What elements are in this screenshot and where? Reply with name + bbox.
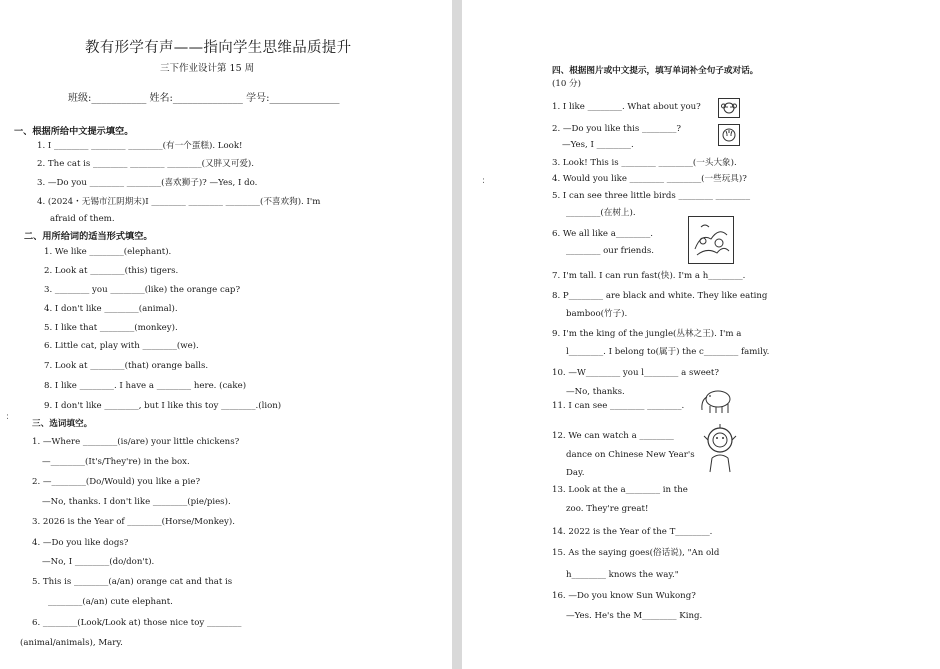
s1-q3: 3. —Do you ________ ________(喜欢狮子)? —Yes, I do. bbox=[37, 178, 258, 188]
s4-q8-cont: bamboo(竹子). bbox=[566, 309, 628, 319]
s4-q6: 6. We all like a________. bbox=[552, 229, 653, 239]
lion-dance-picture-icon bbox=[702, 424, 738, 474]
s1-q4-cont: afraid of them. bbox=[50, 214, 115, 224]
s3-q1: 1. —Where ________(is/are) your little chickens? bbox=[32, 437, 240, 447]
s4-q10: 10. —W________ you l________ a sweet? bbox=[552, 368, 719, 378]
monkey-picture-icon bbox=[718, 98, 740, 118]
animals-picture-icon bbox=[688, 216, 734, 264]
s4-q12-cont: dance on Chinese New Year's bbox=[566, 450, 695, 460]
scan-mark-center: : bbox=[482, 176, 486, 186]
section-4-heading: 四、根据图片或中文提示，填写单词补全句子或对话。 bbox=[552, 66, 759, 76]
s3-q4: 4. —Do you like dogs? bbox=[32, 538, 129, 548]
tiger-picture-icon bbox=[718, 124, 740, 146]
s3-q5-cont: ________(a/an) cute elephant. bbox=[48, 597, 173, 607]
section-4-points: (10 分) bbox=[552, 79, 581, 89]
right-worksheet-page bbox=[462, 0, 940, 669]
s4-q13-cont: zoo. They're great! bbox=[566, 504, 649, 514]
s4-q5-cont: ________(在树上). bbox=[566, 208, 636, 218]
section-1-heading: 一、根据所给中文提示填空。 bbox=[14, 126, 134, 137]
s4-q4: 4. Would you like ________ ________(一些玩具)? bbox=[552, 174, 747, 184]
s4-q5: 5. I can see three little birds ________ ________ bbox=[552, 191, 751, 201]
section-2-heading: 二、用所给词的适当形式填空。 bbox=[24, 231, 153, 242]
s4-q16: 16. —Do you know Sun Wukong? bbox=[552, 591, 696, 601]
s4-q2: 2. —Do you like this ________? bbox=[552, 124, 681, 134]
s2-q1: 1. We like ________(elephant). bbox=[44, 247, 172, 257]
s4-q15: 15. As the saying goes(俗话说), "An old bbox=[552, 548, 720, 558]
s4-q9-cont: l________. I belong to(属于) the c________ family. bbox=[566, 347, 770, 357]
s4-q3: 3. Look! This is ________ ________(一头大象). bbox=[552, 158, 737, 168]
s4-q13: 13. Look at the a________ in the bbox=[552, 485, 688, 495]
scan-mark: : bbox=[6, 412, 10, 422]
s3-q2-answer: —No, thanks. I don't like ________(pie/pies). bbox=[42, 497, 231, 507]
s4-q12: 12. We can watch a ________ bbox=[552, 431, 674, 441]
elephant-picture-icon bbox=[698, 386, 736, 414]
s4-q9: 9. I'm the king of the jungle(丛林之王). I'm a bbox=[552, 329, 742, 339]
s1-q2: 2. The cat is ________ ________ ________(又胖又可爱). bbox=[37, 159, 255, 169]
s3-q5: 5. This is ________(a/an) orange cat and that is bbox=[32, 577, 233, 587]
s3-q1-answer: —________(It's/They're) in the box. bbox=[42, 457, 190, 467]
s2-q5: 5. I like that ________(monkey). bbox=[44, 323, 178, 333]
s1-q1: 1. I ________ ________ ________(有一个蛋糕). Look! bbox=[37, 141, 243, 151]
left-worksheet-page bbox=[0, 0, 452, 669]
s4-q15-cont: h________ knows the way." bbox=[566, 570, 679, 580]
s4-q1: 1. I like ________. What about you? bbox=[552, 102, 701, 112]
s2-q9: 9. I don't like ________, but I like this toy ________.(lion) bbox=[44, 401, 282, 411]
s2-q8: 8. I like ________. I have a ________ here. (cake) bbox=[44, 381, 247, 391]
s4-q2-answer: —Yes, I ________. bbox=[562, 140, 634, 150]
s4-q6-cont: ________ our friends. bbox=[566, 246, 654, 256]
s4-q7: 7. I'm tall. I can run fast(快). I'm a h________. bbox=[552, 271, 746, 281]
worksheet-subtitle: 三下作业设计第 15 周 bbox=[160, 63, 255, 74]
s3-q6: 6. ________(Look/Look at) those nice toy ________ bbox=[32, 618, 242, 628]
s3-q6-cont: (animal/animals), Mary. bbox=[20, 638, 123, 648]
s3-q2: 2. —________(Do/Would) you like a pie? bbox=[32, 477, 201, 487]
worksheet-title: 教有形学有声——指向学生思维品质提升 bbox=[85, 40, 352, 56]
s3-q4-answer: —No, I ________(do/don't). bbox=[42, 557, 155, 567]
s4-q10-answer: —No, thanks. bbox=[566, 387, 625, 397]
s4-q12-cont2: Day. bbox=[566, 468, 585, 478]
s2-q4: 4. I don't like ________(animal). bbox=[44, 304, 178, 314]
s2-q7: 7. Look at ________(that) orange balls. bbox=[44, 361, 209, 371]
s2-q6: 6. Little cat, play with ________(we). bbox=[44, 341, 199, 351]
s4-q14: 14. 2022 is the Year of the T________. bbox=[552, 527, 713, 537]
s2-q3: 3. ________ you ________(like) the orange cap? bbox=[44, 285, 241, 295]
s3-q3: 3. 2026 is the Year of ________(Horse/Monkey). bbox=[32, 517, 235, 527]
s4-q16-answer: —Yes. He's the M________ King. bbox=[566, 611, 703, 621]
section-3-heading: 三、选词填空。 bbox=[32, 419, 93, 429]
s1-q4: 4. (2024・无锡市江阴期末)I ________ ________ ________(不喜欢狗). I'm bbox=[37, 197, 321, 207]
s4-q11: 11. I can see ________ ________. bbox=[552, 401, 685, 411]
student-info-line: 班级:___________ 姓名:______________ 学号:______________ bbox=[68, 93, 340, 104]
s4-q8: 8. P________ are black and white. They like eating bbox=[552, 291, 768, 301]
s2-q2: 2. Look at ________(this) tigers. bbox=[44, 266, 179, 276]
